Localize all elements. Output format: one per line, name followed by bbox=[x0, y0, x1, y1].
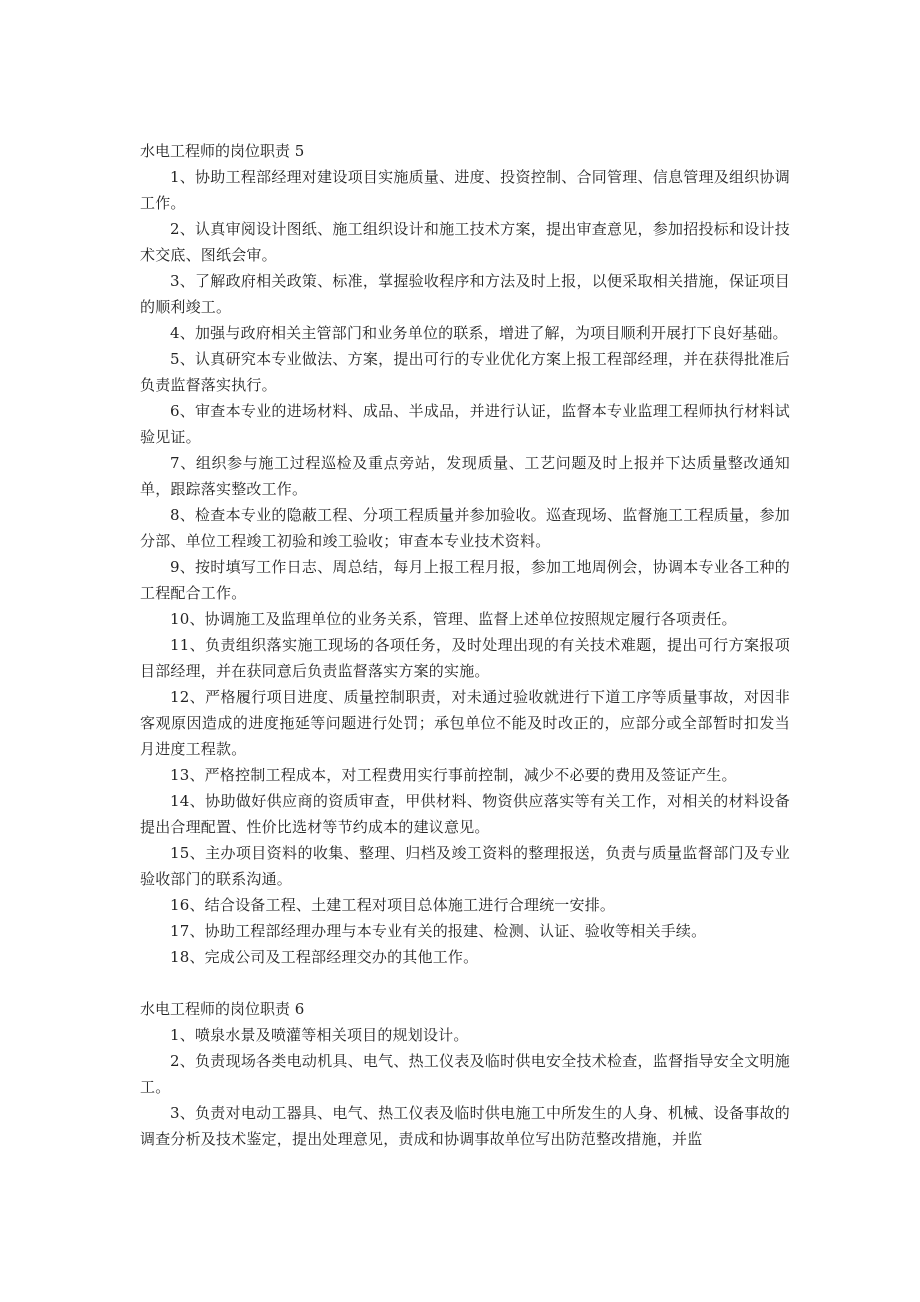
duty-item: 6、审查本专业的进场材料、成品、半成品，并进行认证，监督本专业监理工程师执行材料试验见证。 bbox=[140, 402, 790, 446]
duty-item: 15、主办项目资料的收集、整理、归档及竣工资料的整理报送，负责与质量监督部门及专业验收部门的联系沟通。 bbox=[140, 844, 790, 888]
duty-item: 14、协助做好供应商的资质审查，甲供材料、物资供应落实等有关工作，对相关的材料设备提出合理配置、性价比选材等节约成本的建议意见。 bbox=[140, 792, 790, 836]
duty-item: 2、负责现场各类电动机具、电气、热工仪表及临时供电安全技术检查，监督指导安全文明施工。 bbox=[140, 1052, 790, 1096]
duty-item: 7、组织参与施工过程巡检及重点旁站，发现质量、工艺问题及时上报并下达质量整改通知单，跟踪落实整改工作。 bbox=[140, 454, 790, 498]
duty-item: 12、严格履行项目进度、质量控制职责，对未通过验收就进行下道工序等质量事故，对因非客观原因造成的进度拖延等问题进行处罚；承包单位不能及时改正的，应部分或全部暂时扣发当月进度工程款。 bbox=[140, 688, 790, 758]
section-5 bbox=[140, 138, 790, 970]
duty-item: 17、协助工程部经理办理与本专业有关的报建、检测、认证、验收等相关手续。 bbox=[170, 922, 707, 940]
section-6 bbox=[140, 996, 790, 1152]
duty-item: 10、协调施工及监理单位的业务关系，管理、监督上述单位按照规定履行各项责任。 bbox=[170, 610, 737, 628]
duty-item: 16、结合设备工程、土建工程对项目总体施工进行合理统一安排。 bbox=[170, 896, 616, 914]
section-title: 水电工程师的岗位职责 5 bbox=[140, 142, 305, 160]
duty-item: 11、负责组织落实施工现场的各项任务，及时处理出现的有关技术难题，提出可行方案报项目部经理，并在获同意后负责监督落实方案的实施。 bbox=[140, 636, 790, 680]
duty-item: 3、了解政府相关政策、标准，掌握验收程序和方法及时上报，以便采取相关措施，保证项目的顺利竣工。 bbox=[140, 272, 790, 316]
duty-item: 13、严格控制工程成本，对工程费用实行事前控制，减少不必要的费用及签证产生。 bbox=[170, 766, 737, 784]
duty-item: 5、认真研究本专业做法、方案，提出可行的专业优化方案上报工程部经理，并在获得批准后负责监督落实执行。 bbox=[140, 350, 790, 394]
section-title: 水电工程师的岗位职责 6 bbox=[140, 1000, 305, 1018]
duty-item: 1、喷泉水景及喷灌等相关项目的规划设计。 bbox=[170, 1026, 469, 1044]
duty-item: 9、按时填写工作日志、周总结，每月上报工程月报，参加工地周例会，协调本专业各工种的工程配合工作。 bbox=[140, 558, 790, 602]
section-spacer bbox=[140, 970, 790, 996]
duty-item: 4、加强与政府相关主管部门和业务单位的联系，增进了解，为项目顺利开展打下良好基础。 bbox=[170, 324, 788, 342]
duty-item: 2、认真审阅设计图纸、施工组织设计和施工技术方案，提出审查意见，参加招投标和设计技术交底、图纸会审。 bbox=[140, 220, 790, 264]
duty-item: 1、协助工程部经理对建设项目实施质量、进度、投资控制、合同管理、信息管理及组织协调工作。 bbox=[140, 168, 790, 212]
duty-item: 8、检查本专业的隐蔽工程、分项工程质量并参加验收。巡查现场、监督施工工程质量，参加分部、单位工程竣工初验和竣工验收；审查本专业技术资料。 bbox=[140, 506, 790, 550]
duty-item: 3、负责对电动工器具、电气、热工仪表及临时供电施工中所发生的人身、机械、设备事故的调查分析及技术鉴定，提出处理意见，责成和协调事故单位写出防范整改措施，并监 bbox=[140, 1104, 790, 1148]
document-page bbox=[140, 138, 790, 1152]
duty-item: 18、完成公司及工程部经理交办的其他工作。 bbox=[170, 948, 479, 966]
